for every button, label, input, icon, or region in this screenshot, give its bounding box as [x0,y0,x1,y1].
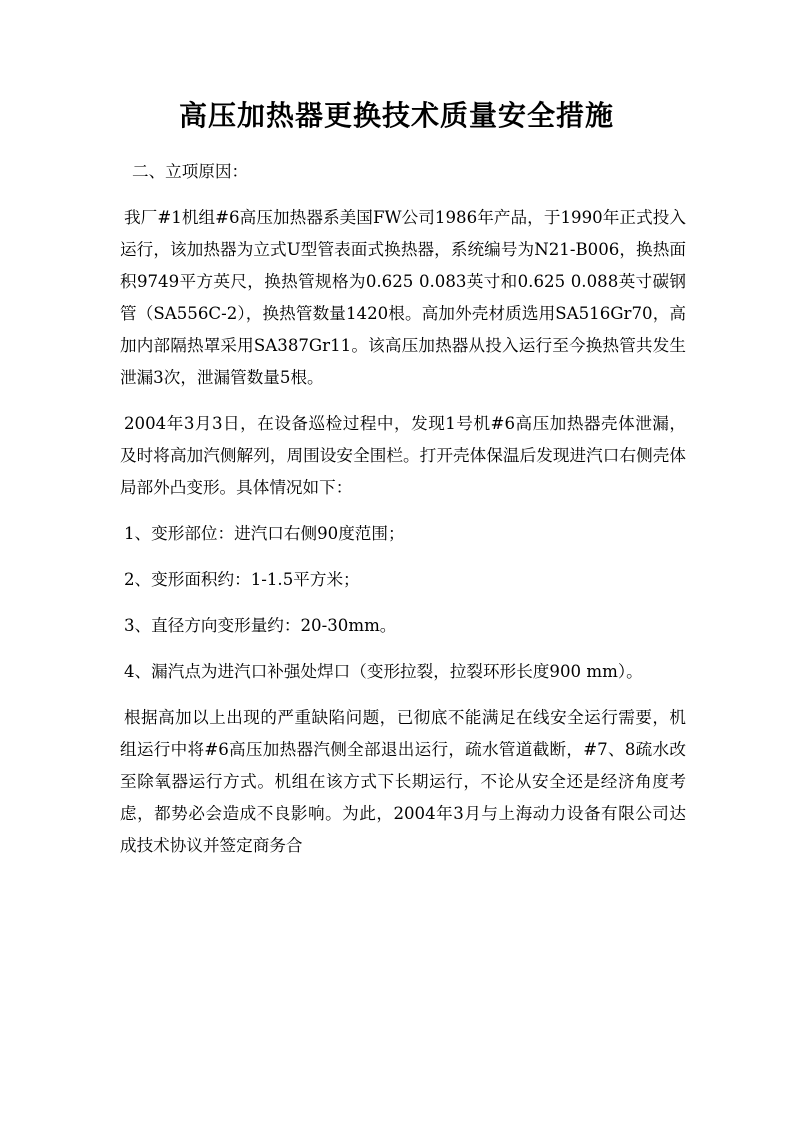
document-body [120,156,686,876]
paragraph-conclusion: 根据高加以上出现的严重缺陷问题，已彻底不能满足在线安全运行需要，机组运行中将#6高压加热器汽侧全部退出运行，疏水管道截断，#7、8疏水改至除氧器运行方式。机组在该方式下长期运行，不论从安全还是经济角度考虑，都势必会造成不良影响。为此，2004年3月与上海动力设备有限公司达成技术协议并签定商务合 [120,708,686,855]
list-item-leak-point: 4、漏汽点为进汽口补强处焊口（变形拉裂，拉裂环形长度900 mm）。 [124,662,643,681]
paragraph-background: 我厂#1机组#6高压加热器系美国FW公司1986年产品，于1990年正式投入运行，该加热器为立式U型管表面式换热器，系统编号为N21-B006，换热面积9749平方英尺，换热管规格为0.625 0.083英寸和0.625 0.088英寸碳钢管（SA556C-2），换热管数量1420根。高加外壳材质选用SA516Gr70，高加内部隔热罩采用SA387Gr11。该高压加热器从投入运行至今换热管共发生泄漏3次，泄漏管数量5根。 [120,208,686,387]
paragraph-incident: 2004年3月3日，在设备巡检过程中，发现1号机#6高压加热器壳体泄漏，及时将高加汽侧解列，周围设安全围栏。打开壳体保温后发现进汽口右侧壳体局部外凸变形。具体情况如下： [120,414,686,497]
section-heading: 二、立项原因： [132,162,249,181]
list-item-deformation-amount: 3、直径方向变形量约：20-30mm。 [124,616,397,635]
list-item-deformation-location: 1、变形部位：进汽口右侧90度范围； [124,524,405,543]
document-title: 高压加热器更换技术质量安全措施 [178,99,614,132]
list-item-deformation-area: 2、变形面积约：1-1.5平方米； [124,570,360,589]
